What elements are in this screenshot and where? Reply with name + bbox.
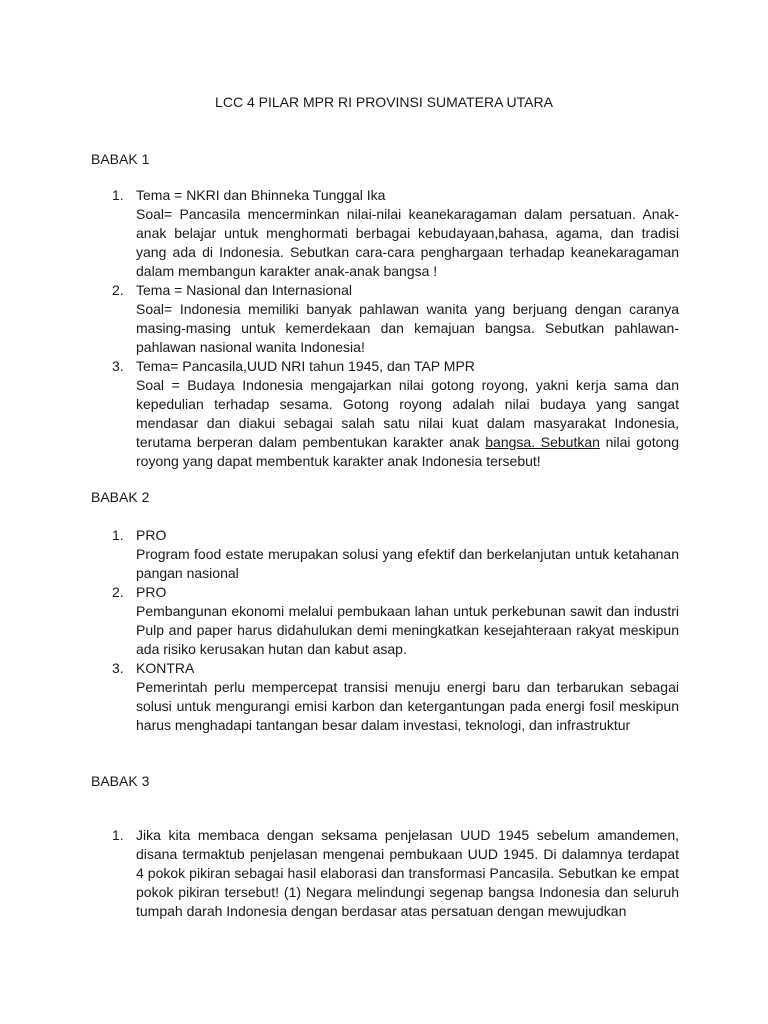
soal-text	[136, 205, 679, 281]
babak-1-list	[91, 186, 679, 471]
motion-text: Pemerintah perlu mempercepat transisi menuju energi baru dan terbarukan sebagai solusi untuk mengurangi emisi karbon dan ketergantungan pada energi fosil meskipun harus menghadapi tantangan besar dalam investasi, teknologi, dan infrastruktur	[136, 679, 679, 733]
babak-3-list	[91, 826, 679, 921]
soal-underlined-text: bangsa. Sebutkan	[485, 434, 600, 450]
stance-label: KONTRA	[136, 660, 195, 676]
tema-text: Tema= Pancasila,UUD NRI tahun 1945, dan TAP MPR	[136, 358, 475, 374]
tema-text: Tema = Nasional dan Internasional	[136, 282, 352, 298]
babak-3-heading: BABAK 3	[91, 773, 150, 789]
stance-label: PRO	[136, 527, 167, 543]
babak-1-item-2	[91, 281, 679, 357]
list-number: 2.	[112, 282, 124, 298]
babak-2-item-2	[91, 583, 679, 659]
soal-paragraph: Soal= Pancasila mencerminkan nilai-nilai keanekaragaman dalam persatuan. Anak-anak belajar untuk menghormati berbagai kebudayaan,bahasa, agama, dan tradisi yang ada di Indonesia. Sebutkan cara-cara penghargaan terhadap keanekaragaman dalam membangun karakter anak-anak bangsa !	[136, 206, 679, 279]
tema-text: Tema = NKRI dan Bhinneka Tunggal Ika	[136, 187, 386, 203]
list-number: 3.	[112, 358, 124, 374]
list-number: 3.	[112, 660, 124, 676]
motion-text: Program food estate merupakan solusi yang efektif dan berkelanjutan untuk ketahanan pangan nasional	[136, 546, 679, 581]
babak-1-item-3	[91, 357, 679, 471]
list-number: 1.	[112, 187, 124, 203]
babak-2-heading: BABAK 2	[91, 489, 150, 505]
soal-paragraph: Soal= Indonesia memiliki banyak pahlawan wanita yang berjuang dengan caranya masing-masing untuk kemerdekaan dan kemajuan bangsa. Sebutkan pahlawan-pahlawan nasional wanita Indonesia!	[136, 301, 679, 355]
babak-3-item-1	[91, 826, 679, 921]
soal-paragraph	[136, 376, 679, 471]
page-title: LCC 4 PILAR MPR RI PROVINSI SUMATERA UTARA	[215, 94, 553, 110]
babak-1-item-1	[91, 186, 679, 281]
stance-label: PRO	[136, 584, 167, 600]
babak-2-item-3	[91, 659, 679, 735]
soal-text-part1: Soal = Budaya Indonesia mengajarkan nilai gotong royong, yakni kerja sama dan kepedulian terhadap sesama. Gotong royong adalah nilai budaya yang sangat mendasar dan diakui sebagai salah satu nilai kuat dalam masyarakat Indonesia, terutama berperan dalam pembentukan karakter anak	[136, 377, 679, 450]
babak-1-heading: BABAK 1	[91, 151, 150, 167]
soal-text-part2: nilai gotong royong yang dapat membentuk karakter anak Indonesia tersebut!	[136, 434, 680, 469]
babak-2-list	[91, 526, 679, 735]
list-number: 2.	[112, 584, 124, 600]
list-number: 1.	[112, 827, 124, 843]
babak-2-item-1	[91, 526, 679, 583]
motion-text: Pembangunan ekonomi melalui pembukaan lahan untuk perkebunan sawit dan industri Pulp and paper harus didahulukan demi meningkatkan kesejahteraan rakyat meskipun ada risiko kerusakan hutan dan kabut asap.	[136, 603, 679, 657]
question-text: Jika kita membaca dengan seksama penjelasan UUD 1945 sebelum amandemen, disana termaktub penjelasan mengenai pembukaan UUD 1945. Di dalamnya terdapat 4 pokok pikiran sebagai hasil elaborasi dan transformasi Pancasila. Sebutkan ke empat pokok pikiran tersebut! (1) Negara melindungi segenap bangsa Indonesia dan seluruh tumpah darah Indonesia dengan berdasar atas persatuan dengan mewujudkan	[136, 827, 679, 919]
list-number: 1.	[112, 527, 124, 543]
